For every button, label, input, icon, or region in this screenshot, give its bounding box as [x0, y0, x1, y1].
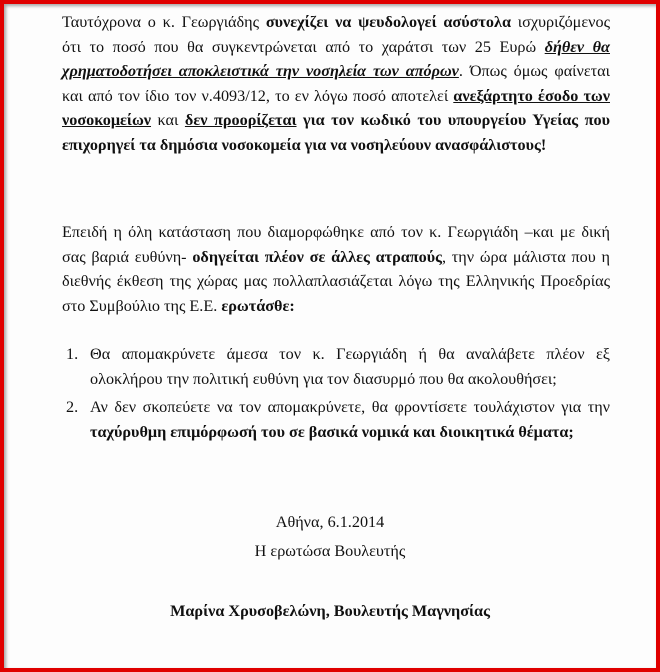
p2-bold-paths: οδηγείται πλέον σε άλλες ατραπούς	[192, 247, 442, 266]
question-2-text: Αν δεν σκοπεύετε να τον απομακρύνετε, θα φροντίσετε τουλάχιστον για την	[90, 398, 610, 417]
p1-text-2: ισχυριζόμενος ότι το ποσό που θα συγκεντρώνεται από το χαράτσι των 25 Ευρώ	[62, 13, 610, 56]
p2-bold-asked: ερωτάσθε:	[221, 296, 295, 315]
p1-bold-lies: συνεχίζει να ψευδολογεί ασύστολα	[265, 13, 511, 31]
p1-bold-ending: για τον κωδικό του υπουργείου Υγείας που επιχορηγεί τα δημόσια νοσοκομεία για να νοσηλεύουν ανασφάλιστους!	[62, 111, 610, 154]
document-date: Αθήνα, 6.1.2014	[275, 513, 385, 531]
question-2-bold-text: ταχύρυθμη επιμόρφωσή του σε βασικά νομικά και διοικητικά θέματα;	[90, 422, 574, 441]
question-1-text: Θα απομακρύνετε άμεσα τον κ. Γεωργιάδη ή θα αναλάβετε πλέον εξ ολοκλήρου την πολιτική ευθύνη για τον διασυρμό που θα ακολουθήσει;	[90, 345, 610, 388]
question-2	[62, 395, 610, 444]
question-1-number: 1.	[66, 345, 79, 363]
p1-underlined-revenue: ανεξάρτητο έσοδο των νοσοκομείων	[62, 86, 610, 130]
p1-underlined-claim: δήθεν θα χρηματοδοτήσει αποκλειστικά την νοσηλεία των απόρων	[62, 37, 610, 81]
paragraph-questions-intro	[62, 220, 610, 318]
p1-underlined-not-intended: δεν προορίζεται	[184, 111, 297, 130]
author-role: Η ερωτώσα Βουλευτής	[254, 542, 406, 560]
p1-text-4: και	[151, 111, 185, 130]
question-2-number: 2.	[66, 398, 79, 417]
p2-text-1: Επειδή η όλη κατάσταση που διαμορφώθηκε από τον κ. Γεωργιάδη –και με δική σας βαριά ευθύνη-	[62, 223, 610, 266]
question-1	[62, 342, 610, 391]
author-signature: Μαρίνα Χρυσοβελώνη, Βουλευτής Μαγνησίας	[170, 602, 490, 620]
p2-text-2: , την ώρα μάλιστα που η διεθνής έκθεση της χώρας μας πολλαπλασιάζεται λόγω της Ελληνικής Προεδρίας στο Συμβούλιο της Ε.Ε.	[62, 247, 610, 315]
questions-list	[62, 342, 610, 448]
paragraph-georgiadis-claims	[62, 10, 610, 158]
p1-text-3: . Όπως όμως φαίνεται και από τον ίδιο τον ν.4093/12, το εν λόγω ποσό αποτελεί	[62, 62, 610, 105]
p1-text-1: Ταυτόχρονα ο κ. Γεωργιάδης	[62, 13, 266, 31]
